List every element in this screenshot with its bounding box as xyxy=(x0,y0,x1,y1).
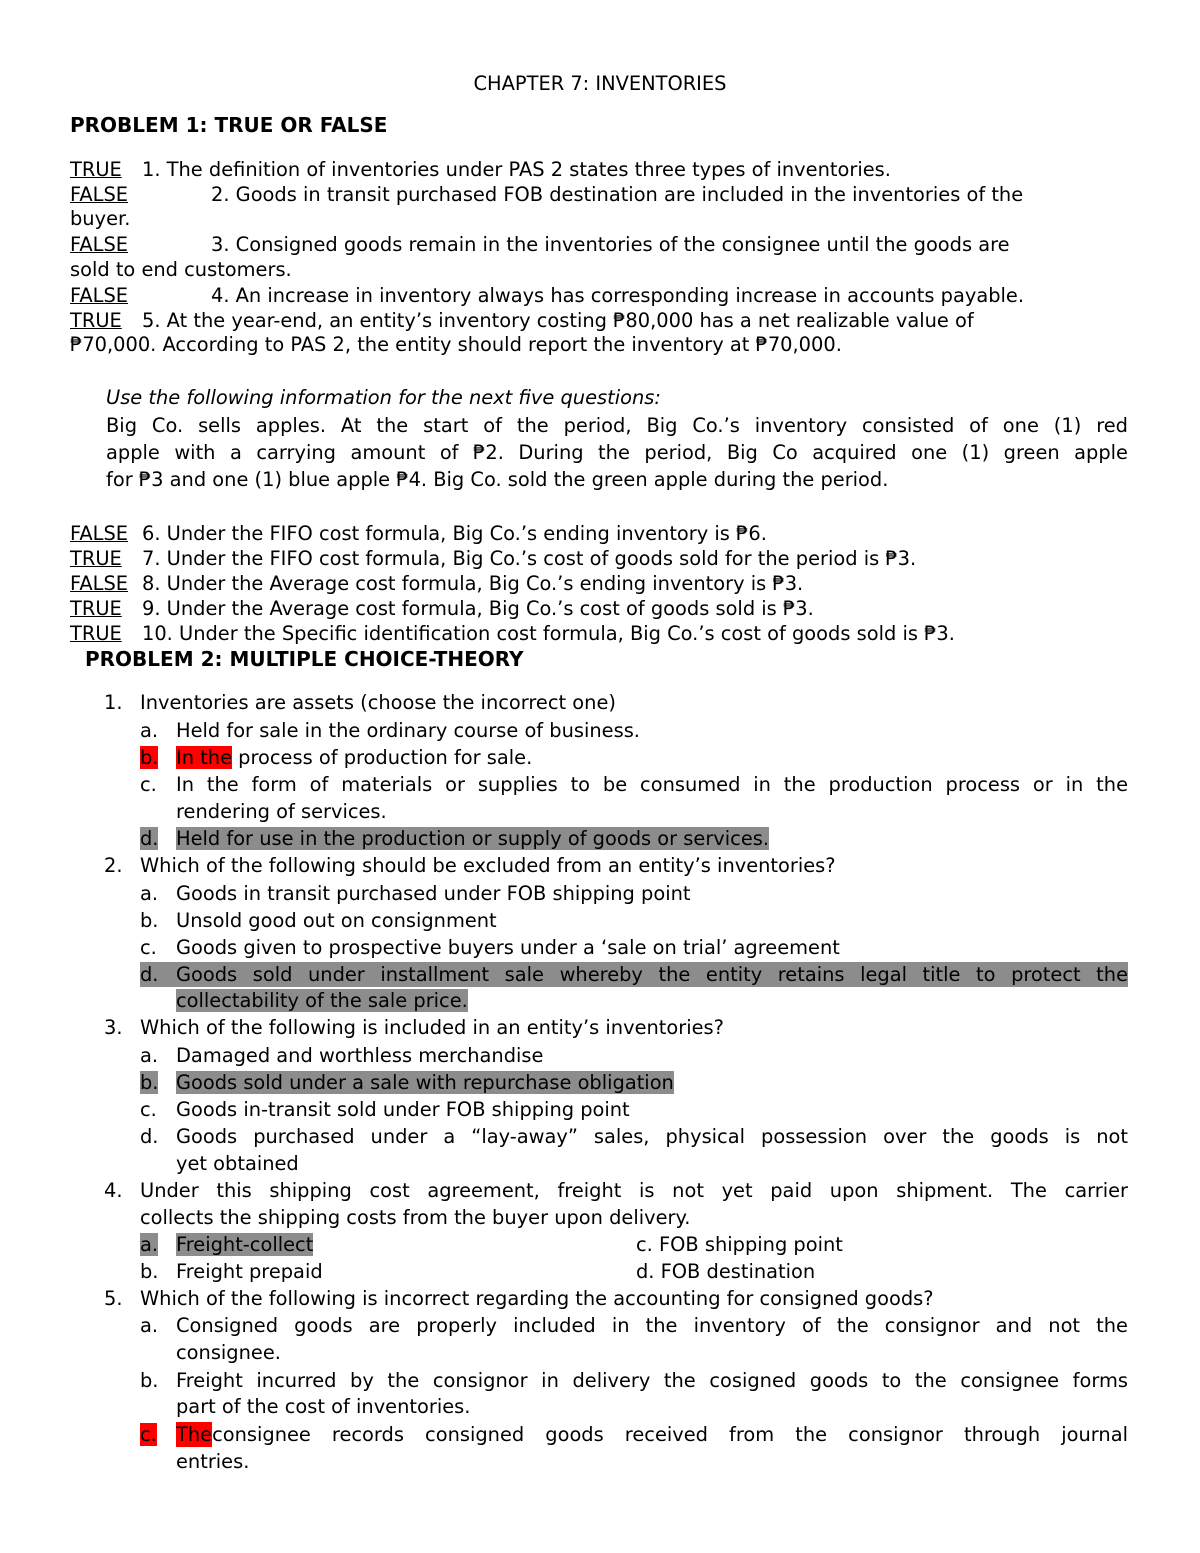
tf-item-3-cont: sold to end customers. xyxy=(70,258,292,281)
tf-item-6 xyxy=(70,521,1128,546)
mc-q4-stem-line2: collects the shipping costs from the buyer upon delivery. xyxy=(140,1206,691,1229)
mc-q1-stem: Inventories are assets (choose the incorrect one) xyxy=(140,691,616,714)
mc-option-letter: b. xyxy=(140,1369,159,1392)
mc-q5-option-b-line2: part of the cost of inventories. xyxy=(176,1395,471,1418)
mc-q4-option-d: d. FOB destination xyxy=(636,1260,816,1283)
mc-q3-option-d-line2: yet obtained xyxy=(176,1152,299,1175)
mc-q3-option-c: Goods in-transit sold under FOB shipping point xyxy=(176,1098,630,1121)
highlighted-text: In the xyxy=(176,746,232,769)
mc-option-letter: a. xyxy=(140,1314,159,1337)
mc-number: 2. xyxy=(104,854,123,877)
highlighted-text: Held for use in the production or supply of goods or services. xyxy=(176,827,770,850)
option-text: consignee records consigned goods received from the consignor through journal xyxy=(212,1423,1128,1446)
mc-q1-option-b xyxy=(176,745,1128,770)
mc-option-letter: b. xyxy=(140,909,159,932)
mc-q5-option-a-line1: Consigned goods are properly included in the inventory of the consignor and not the xyxy=(176,1314,1128,1337)
mc-q4-stem-line1: Under this shipping cost agreement, freight is not yet paid upon shipment. The carrier xyxy=(140,1179,1128,1202)
tf-answer: FALSE xyxy=(70,233,129,256)
mc-q3-stem: Which of the following is included in an entity’s inventories? xyxy=(140,1016,724,1039)
tf-answer: FALSE xyxy=(70,183,129,206)
mc-option-letter: c. xyxy=(140,1098,157,1121)
tf-answer: FALSE xyxy=(70,284,129,307)
tf-text: 2. Goods in transit purchased FOB destination are included in the inventories of the xyxy=(211,183,1024,206)
tf-item-5 xyxy=(70,308,1128,333)
mc-option-letter-highlighted xyxy=(140,1422,157,1447)
tf-item-3 xyxy=(70,232,1128,257)
tf-text: 10. Under the Specific identification cost formula, Big Co.’s cost of goods sold is ₱3. xyxy=(142,622,955,645)
tf-text: 6. Under the FIFO cost formula, Big Co.’s ending inventory is ₱6. xyxy=(142,522,767,545)
tf-item-9 xyxy=(70,596,1128,621)
mc-option-letter: d. xyxy=(140,827,159,850)
mc-q5-option-c-line1 xyxy=(176,1422,1128,1447)
mc-number: 4. xyxy=(104,1179,123,1202)
tf-answer: TRUE xyxy=(70,622,122,645)
tf-text: 4. An increase in inventory always has corresponding increase in accounts payable. xyxy=(211,284,1024,307)
tf-answer: TRUE xyxy=(70,597,122,620)
mc-option-letter: b. xyxy=(140,746,159,769)
highlighted-text: Goods sold under a sale with repurchase obligation xyxy=(176,1071,674,1094)
mc-option-letter: d. xyxy=(140,1125,159,1148)
mc-option-letter: a. xyxy=(140,882,159,905)
mc-option-letter: b. xyxy=(140,1071,159,1094)
mc-q1-option-a: Held for sale in the ordinary course of business. xyxy=(176,719,640,742)
mc-option-letter: a. xyxy=(140,719,159,742)
mc-option-letter-highlighted xyxy=(140,745,158,770)
tf-item-1 xyxy=(70,157,1128,182)
mc-q3-option-a: Damaged and worthless merchandise xyxy=(176,1044,544,1067)
option-text: process of production for sale. xyxy=(232,746,533,769)
mc-q5-option-b-line1: Freight incurred by the consignor in delivery the cosigned goods to the consignee forms xyxy=(176,1369,1128,1392)
highlighted-text: Freight-collect xyxy=(176,1233,314,1256)
problem1-heading: PROBLEM 1: TRUE OR FALSE xyxy=(70,113,388,137)
mc-q1-option-d xyxy=(176,826,1128,851)
mc-q2-stem: Which of the following should be excluded from an entity’s inventories? xyxy=(140,854,836,877)
mc-number: 3. xyxy=(104,1016,123,1039)
tf-item-7 xyxy=(70,546,1128,571)
tf-item-2 xyxy=(70,182,1128,207)
mc-q2-option-d-line1: Goods sold under installment sale whereby the entity retains legal title to protect the xyxy=(176,963,1128,986)
tf-answer: FALSE xyxy=(70,572,129,595)
tf-text: 3. Consigned goods remain in the inventories of the consignee until the goods are xyxy=(211,233,1010,256)
mc-q1-option-c-line2: rendering of services. xyxy=(176,800,387,823)
mc-q5-option-a-line2: consignee. xyxy=(176,1341,281,1364)
mc-option-letter: b. xyxy=(140,1260,159,1283)
info-line-1: Big Co. sells apples. At the start of the period, Big Co.’s inventory consisted of one (1) red xyxy=(106,414,1128,437)
tf-text: 8. Under the Average cost formula, Big Co.’s ending inventory is ₱3. xyxy=(142,572,804,595)
tf-answer: TRUE xyxy=(70,158,122,181)
mc-q2-option-c: Goods given to prospective buyers under a ‘sale on trial’ agreement xyxy=(176,936,840,959)
highlighted-text: The xyxy=(176,1423,213,1446)
tf-item-4 xyxy=(70,283,1128,308)
tf-item-8 xyxy=(70,571,1128,596)
mc-option-letter: a. xyxy=(140,1233,159,1256)
chapter-title: CHAPTER 7: INVENTORIES xyxy=(473,72,727,95)
mc-option-letter: a. xyxy=(140,1044,159,1067)
tf-answer: TRUE xyxy=(70,547,122,570)
tf-answer: FALSE xyxy=(70,522,129,545)
tf-item-5-cont: ₱70,000. According to PAS 2, the entity should report the inventory at ₱70,000. xyxy=(70,333,842,356)
tf-text: 5. At the year-end, an entity’s inventory costing ₱80,000 has a net realizable value of xyxy=(142,309,974,332)
mc-q2-option-b: Unsold good out on consignment xyxy=(176,909,497,932)
mc-option-letter: c. xyxy=(140,936,157,959)
info-intro: Use the following information for the next five questions: xyxy=(106,386,661,409)
highlighted-text: collectability of the sale price. xyxy=(176,989,468,1012)
mc-number: 1. xyxy=(104,691,123,714)
mc-option-letter: d. xyxy=(140,963,159,986)
tf-text: 1. The definition of inventories under PAS 2 states three types of inventories. xyxy=(142,158,891,181)
mc-q3-option-b xyxy=(176,1070,1128,1095)
mc-q2-option-d-line2 xyxy=(176,988,1128,1013)
mc-q4-option-b: Freight prepaid xyxy=(176,1260,323,1283)
mc-option-letter: c. xyxy=(140,773,157,796)
mc-q5-option-c-line2: entries. xyxy=(176,1450,250,1473)
problem2-heading: PROBLEM 2: MULTIPLE CHOICE-THEORY xyxy=(85,647,524,671)
tf-text: 7. Under the FIFO cost formula, Big Co.’s cost of goods sold for the period is ₱3. xyxy=(142,547,917,570)
tf-answer: TRUE xyxy=(70,309,122,332)
mc-q1-option-c-line1: In the form of materials or supplies to be consumed in the production process or in the xyxy=(176,773,1128,796)
mc-q5-stem: Which of the following is incorrect regarding the accounting for consigned goods? xyxy=(140,1287,934,1310)
mc-option-letter: c. xyxy=(140,1423,157,1446)
mc-option-letter-highlighted xyxy=(140,1232,158,1257)
mc-q4-option-c: c. FOB shipping point xyxy=(636,1233,843,1256)
mc-option-letter-highlighted xyxy=(140,826,158,851)
info-line-3: for ₱3 and one (1) blue apple ₱4. Big Co. sold the green apple during the period. xyxy=(106,468,889,491)
mc-number: 5. xyxy=(104,1287,123,1310)
tf-text: 9. Under the Average cost formula, Big Co.’s cost of goods sold is ₱3. xyxy=(142,597,814,620)
info-line-2: apple with a carrying amount of ₱2. During the period, Big Co acquired one (1) green apple xyxy=(106,441,1128,464)
mc-q3-option-d-line1: Goods purchased under a “lay-away” sales, physical possession over the goods is not xyxy=(176,1125,1128,1148)
mc-q2-option-a: Goods in transit purchased under FOB shipping point xyxy=(176,882,691,905)
mc-option-letter-highlighted xyxy=(140,1070,158,1095)
tf-item-10 xyxy=(70,621,1128,646)
tf-item-2-cont: buyer. xyxy=(70,207,131,230)
